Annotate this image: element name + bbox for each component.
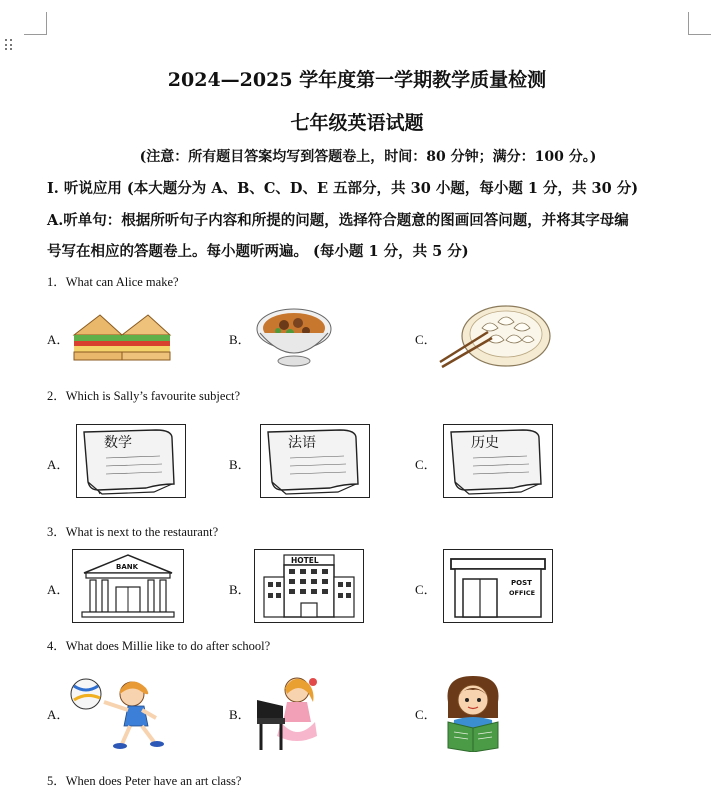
section-instruction-line-2: 号写在相应的答题卷上。每小题听两遍。 (每小题 1 分，共 5 分) bbox=[47, 243, 469, 260]
question-2: 2．Which is Sally’s favourite subject? bbox=[47, 389, 241, 403]
bank-sign: BANK bbox=[116, 563, 139, 571]
page-corner-mark-right bbox=[688, 12, 711, 35]
bank-icon bbox=[72, 549, 184, 623]
hotel-sign: HOTEL bbox=[291, 556, 319, 565]
q2-option-c-label: C． bbox=[415, 457, 437, 472]
question-1: 1．What can Alice make? bbox=[47, 275, 179, 289]
question-5: 5．When does Peter have an art class? bbox=[47, 774, 242, 788]
q1-option-b-label: B． bbox=[229, 332, 251, 347]
q3-option-a-label: A． bbox=[47, 582, 70, 597]
q3-option-b-label: B． bbox=[229, 582, 251, 597]
page-corner-mark-left bbox=[24, 12, 47, 35]
question-3: 3．What is next to the restaurant? bbox=[47, 525, 219, 539]
section-heading: I. 听说应用 (本大题分为 A、B、C、D、E 五部分，共 30 小题，每小题 1 分，共 30 分) bbox=[47, 180, 639, 197]
q2-option-b-label: B． bbox=[229, 457, 251, 472]
q1-option-c-label: C． bbox=[415, 332, 437, 347]
math-book-label: 数学 bbox=[104, 435, 132, 451]
reading-girl-icon bbox=[440, 672, 506, 752]
q4-option-b-label: B． bbox=[229, 707, 251, 722]
q4-option-a-label: A． bbox=[47, 707, 70, 722]
french-book-label: 法语 bbox=[288, 435, 316, 451]
post-sign: POST bbox=[511, 579, 532, 587]
history-book-icon bbox=[443, 424, 553, 498]
q2-option-a-label: A． bbox=[47, 457, 70, 472]
volleyball-girl-icon bbox=[68, 672, 174, 754]
exam-title: 2024—2025 学年度第一学期教学质量检测 bbox=[167, 69, 547, 91]
exam-subtitle: 七年级英语试题 bbox=[290, 112, 424, 134]
office-sign: OFFICE bbox=[509, 589, 536, 597]
beef-noodles-icon bbox=[254, 303, 334, 369]
french-book-icon bbox=[260, 424, 370, 498]
drag-handle-icon[interactable] bbox=[5, 39, 13, 51]
q4-option-c-label: C． bbox=[415, 707, 437, 722]
post-office-icon bbox=[443, 549, 553, 623]
sandwich-icon bbox=[70, 307, 174, 365]
q1-option-a-label: A． bbox=[47, 332, 70, 347]
section-instruction-line-1: A.听单句：根据所听句子内容和所提的问题，选择符合题意的图画回答问题，并将其字母编 bbox=[47, 212, 629, 229]
math-book-icon bbox=[76, 424, 186, 498]
q3-option-c-label: C． bbox=[415, 582, 437, 597]
hotel-icon bbox=[254, 549, 364, 623]
piano-girl-icon bbox=[255, 672, 327, 754]
question-4: 4．What does Millie like to do after school? bbox=[47, 639, 271, 653]
history-book-label: 历史 bbox=[471, 435, 499, 451]
dumplings-icon bbox=[438, 300, 552, 370]
exam-note: (注意：所有题目答案均写到答题卷上，时间：80 分钟；满分：100 分。) bbox=[139, 149, 597, 165]
